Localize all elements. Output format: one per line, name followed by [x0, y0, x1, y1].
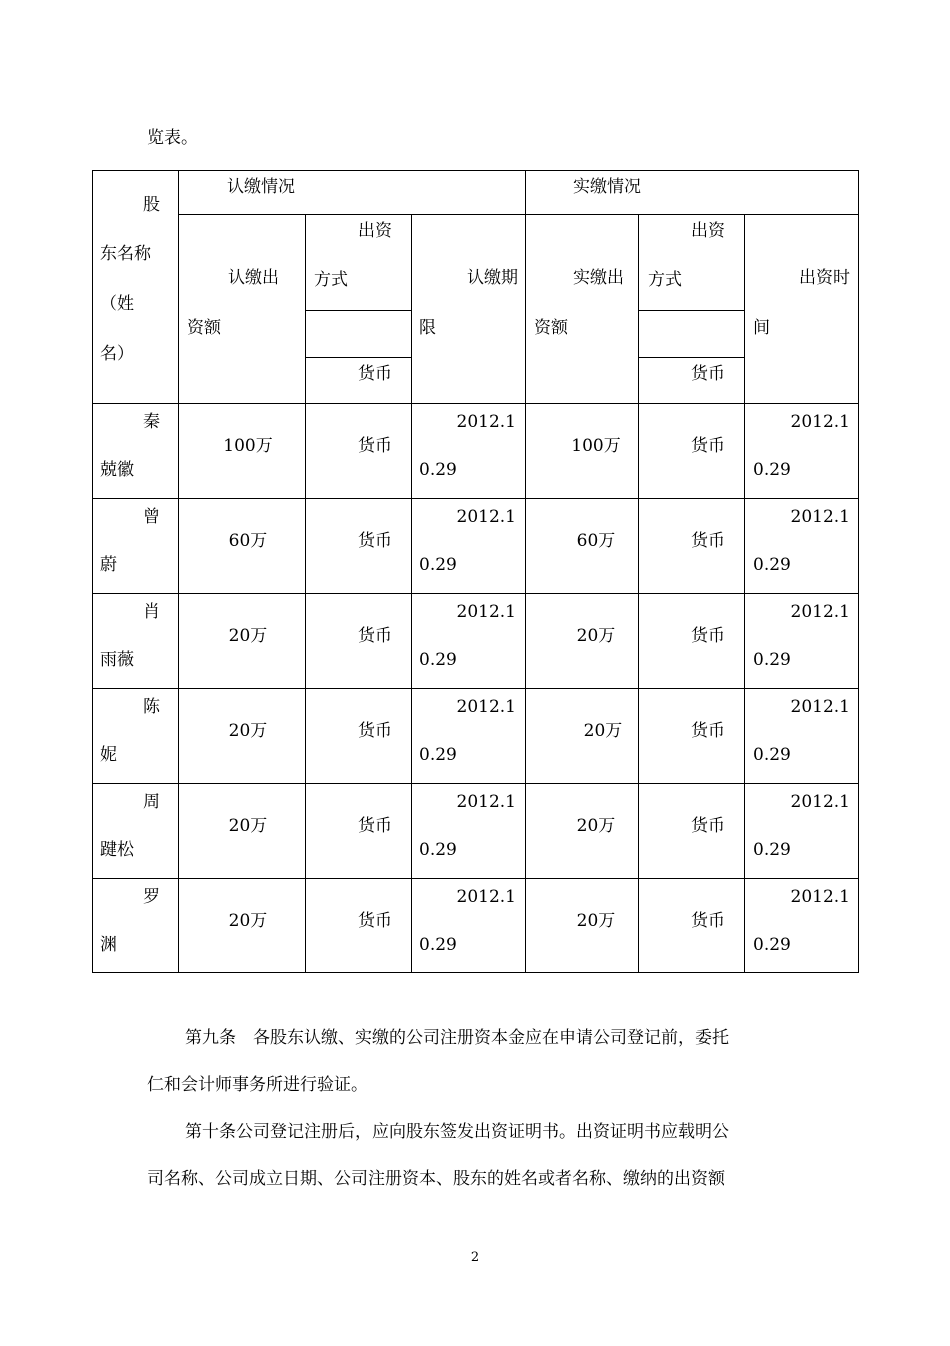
row-paid-date-line2: 0.29	[753, 935, 791, 955]
table-rule	[305, 357, 412, 358]
table-rule	[178, 170, 179, 973]
row-name-line2: 渊	[100, 935, 117, 955]
row-paid-date-line2: 0.29	[753, 650, 791, 670]
table-rule	[92, 593, 859, 594]
row-sub-amount: 20万	[228, 816, 268, 836]
table-rule	[92, 878, 859, 879]
row-paid-method: 货币	[691, 436, 725, 456]
row-sub-date-line1: 2012.1	[456, 412, 516, 432]
sub-method-header-line1: 出资	[358, 221, 392, 241]
row-sub-date-line1: 2012.1	[456, 792, 516, 812]
row-name-line2: 兢徽	[100, 460, 134, 480]
group-subscribed-header: 认缴情况	[227, 177, 295, 197]
row-paid-amount: 20万	[576, 911, 616, 931]
row-paid-method: 货币	[691, 531, 725, 551]
row-sub-method: 货币	[358, 721, 392, 741]
row-name-line1: 肖	[143, 602, 160, 622]
row-paid-date-line2: 0.29	[753, 460, 791, 480]
article10-line1: 第十条公司登记注册后，应向股东签发出资证明书。出资证明书应载明公	[185, 1122, 729, 1142]
row-sub-amount: 20万	[228, 721, 268, 741]
row-sub-date-line2: 0.29	[419, 555, 457, 575]
row-paid-method: 货币	[691, 626, 725, 646]
group-paid-header: 实缴情况	[573, 177, 641, 197]
row-paid-method: 货币	[691, 721, 725, 741]
row-name-line1: 曾	[143, 507, 160, 527]
table-left-border	[92, 170, 93, 973]
paid-method-value: 货币	[691, 364, 725, 384]
row-paid-method: 货币	[691, 911, 725, 931]
table-rule	[92, 498, 859, 499]
article10-line2: 司名称、公司成立日期、公司注册资本、股东的姓名或者名称、缴纳的出资额	[147, 1169, 725, 1189]
col-shareholder-line1: 股	[143, 195, 160, 215]
row-sub-date-line2: 0.29	[419, 460, 457, 480]
row-paid-date-line1: 2012.1	[790, 697, 850, 717]
row-paid-date-line1: 2012.1	[790, 507, 850, 527]
row-sub-amount: 60万	[228, 531, 268, 551]
row-sub-method: 货币	[358, 531, 392, 551]
row-name-line1: 周	[143, 792, 160, 812]
sub-deadline-header-line1: 认缴期	[467, 268, 518, 288]
row-paid-amount: 20万	[576, 626, 616, 646]
article9-line2: 仁和会计师事务所进行验证。	[147, 1075, 368, 1095]
row-name-line1: 秦	[143, 412, 160, 432]
sub-method-value: 货币	[358, 364, 392, 384]
row-paid-amount: 20万	[576, 816, 616, 836]
table-rule	[638, 310, 745, 311]
paid-amount-header-line2: 资额	[534, 318, 568, 338]
row-paid-date-line2: 0.29	[753, 840, 791, 860]
row-paid-date-line1: 2012.1	[790, 887, 850, 907]
table-rule	[525, 170, 526, 973]
table-rule	[638, 357, 745, 358]
row-paid-date-line1: 2012.1	[790, 792, 850, 812]
sub-amount-header-line1: 认缴出	[228, 268, 279, 288]
paid-method-header-line1: 出资	[691, 221, 725, 241]
row-paid-method: 货币	[691, 816, 725, 836]
paid-time-header-line1: 出资时	[799, 268, 850, 288]
row-sub-date-line1: 2012.1	[456, 697, 516, 717]
col-shareholder-line2: 东名称	[100, 244, 151, 264]
row-sub-amount: 20万	[228, 626, 268, 646]
row-paid-date-line2: 0.29	[753, 555, 791, 575]
row-name-line2: 雨薇	[100, 650, 134, 670]
row-name-line1: 陈	[143, 697, 160, 717]
col-shareholder-line3: （姓	[100, 294, 134, 314]
intro-tail: 览表。	[147, 128, 198, 148]
row-sub-date-line1: 2012.1	[456, 887, 516, 907]
sub-amount-header-line2: 资额	[187, 318, 221, 338]
sub-method-header-line2: 方式	[314, 270, 348, 290]
row-sub-method: 货币	[358, 626, 392, 646]
table-rule	[178, 214, 859, 215]
row-paid-amount: 20万	[583, 721, 623, 741]
row-sub-date-line2: 0.29	[419, 935, 457, 955]
table-rule	[92, 688, 859, 689]
row-sub-method: 货币	[358, 816, 392, 836]
row-name-line2: 蔚	[100, 555, 117, 575]
row-sub-amount: 100万	[223, 436, 273, 456]
row-sub-date-line1: 2012.1	[456, 602, 516, 622]
page-number: 2	[470, 1250, 480, 1265]
row-sub-date-line2: 0.29	[419, 650, 457, 670]
row-paid-amount: 60万	[576, 531, 616, 551]
row-sub-method: 货币	[358, 911, 392, 931]
row-paid-amount: 100万	[571, 436, 621, 456]
paid-amount-header-line1: 实缴出	[573, 268, 624, 288]
row-paid-date-line1: 2012.1	[790, 602, 850, 622]
col-shareholder-line4: 名）	[100, 344, 134, 364]
row-sub-method: 货币	[358, 436, 392, 456]
row-name-line1: 罗	[143, 887, 160, 907]
row-sub-amount: 20万	[228, 911, 268, 931]
article9-line1: 第九条 各股东认缴、实缴的公司注册资本金应在申请公司登记前，委托	[185, 1028, 729, 1048]
row-sub-date-line2: 0.29	[419, 745, 457, 765]
table-rule	[305, 310, 412, 311]
row-sub-date-line2: 0.29	[419, 840, 457, 860]
row-name-line2: 妮	[100, 745, 117, 765]
row-paid-date-line1: 2012.1	[790, 412, 850, 432]
sub-deadline-header-line2: 限	[419, 318, 436, 338]
table-right-border	[858, 170, 859, 973]
paid-method-header-line2: 方式	[648, 270, 682, 290]
row-paid-date-line2: 0.29	[753, 745, 791, 765]
table-top-border	[92, 170, 859, 171]
paid-time-header-line2: 间	[753, 318, 770, 338]
row-name-line2: 踺松	[100, 840, 134, 860]
row-sub-date-line1: 2012.1	[456, 507, 516, 527]
table-rule	[92, 783, 859, 784]
table-rule	[92, 403, 859, 404]
